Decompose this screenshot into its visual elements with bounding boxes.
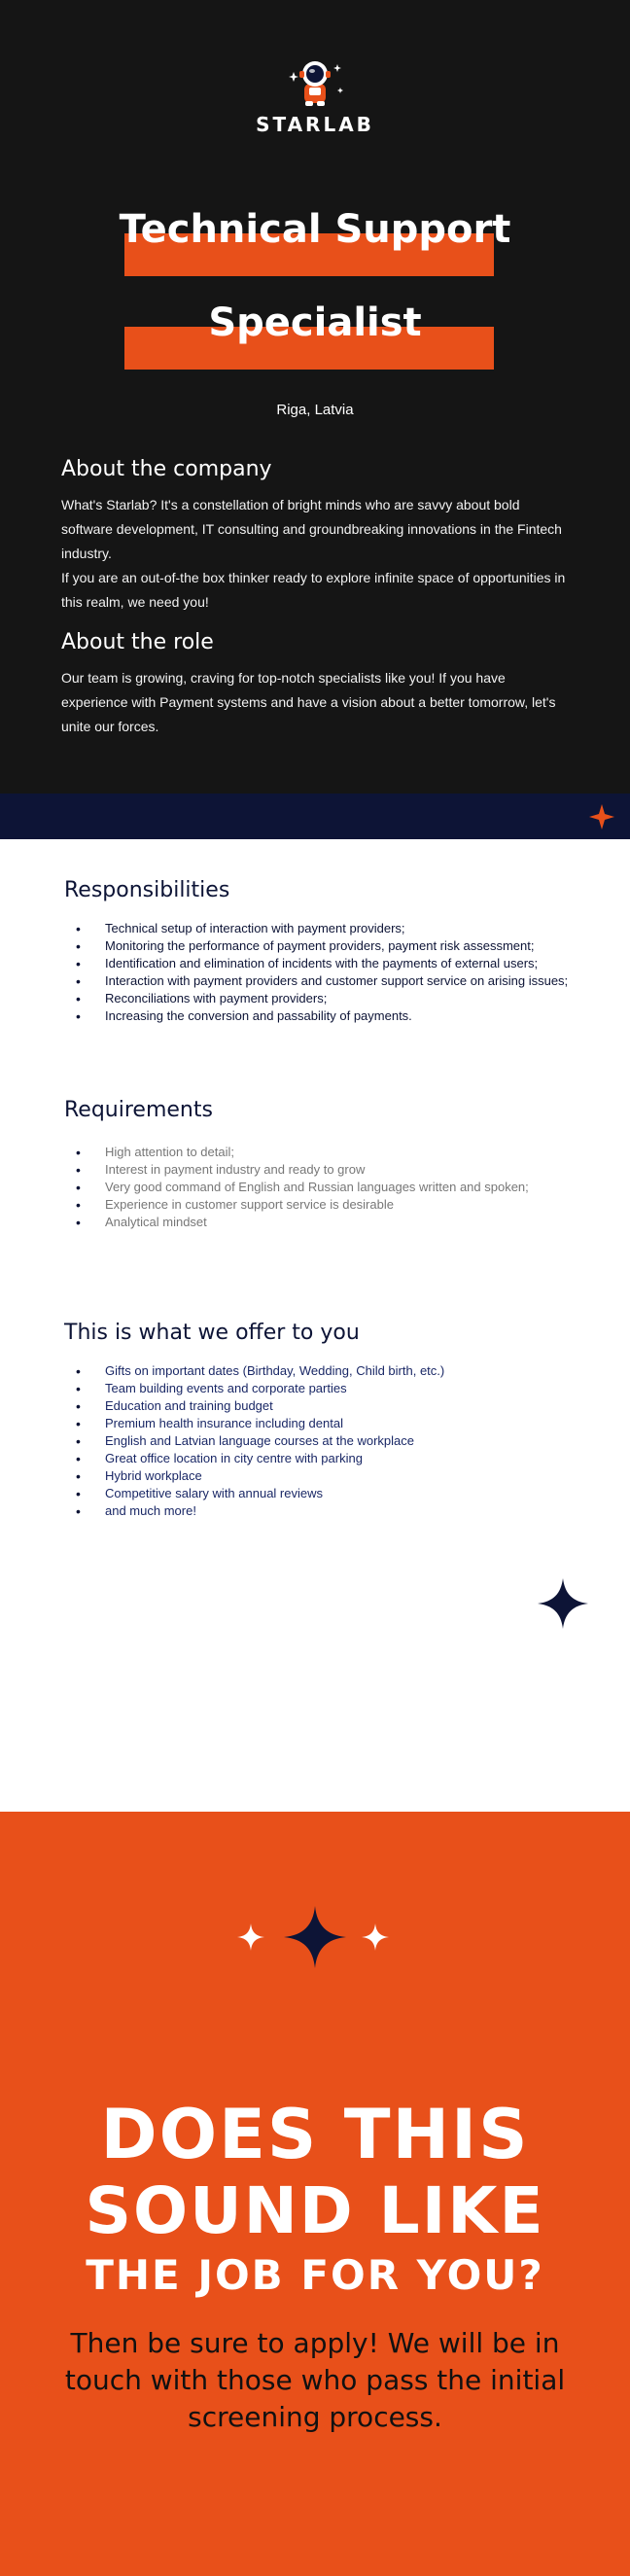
four-point-star-icon	[284, 1906, 346, 1968]
list-item: • Competitive salary with annual reviews	[64, 1485, 589, 1502]
list-item: • Team building events and corporate parties	[64, 1380, 589, 1397]
list-item: • Great office location in city centre with parking	[64, 1450, 589, 1467]
list-item: • Analytical mindset	[64, 1214, 589, 1231]
about-role-paragraph: Our team is growing, craving for top-notch specialists like you! If you have experience with Payment systems and have a vision about a better tomorrow, let's unite our forces.	[61, 670, 556, 734]
list-item: • Reconciliations with payment providers;	[64, 990, 589, 1007]
cta-headline-line-1: DOES THIS	[100, 2095, 530, 2174]
list-item: • and much more!	[64, 1502, 589, 1520]
list-item: • Monitoring the performance of payment providers, payment risk assessment;	[64, 937, 589, 955]
cta-headline-line-2: SOUND LIKE	[85, 2173, 545, 2248]
list-item: • Interaction with payment providers and customer support service on arising issues;	[64, 972, 589, 990]
offer-heading: This is what we offer to you	[64, 1321, 360, 1345]
about-role-section	[61, 630, 567, 739]
brand-name: STARLAB	[256, 113, 374, 136]
list-item: • Very good command of English and Russian languages written and spoken;	[64, 1179, 589, 1196]
list-item: • Premium health insurance including dental	[64, 1415, 589, 1432]
offer-section	[64, 1321, 589, 1520]
requirements-heading: Requirements	[64, 1098, 213, 1122]
offer-list	[64, 1362, 589, 1520]
call-to-action-section	[0, 1812, 630, 2576]
list-item: • Technical setup of interaction with payment providers;	[64, 920, 589, 937]
sparkle-star-icon	[589, 804, 614, 829]
responsibilities-section	[64, 878, 589, 1025]
about-role-heading: About the role	[61, 630, 214, 654]
about-company-section	[61, 457, 567, 615]
hero-section	[0, 0, 630, 794]
list-item: • Identification and elimination of incidents with the payments of external users;	[64, 955, 589, 972]
list-item: • English and Latvian language courses at the workplace	[64, 1432, 589, 1450]
responsibilities-heading: Responsibilities	[64, 878, 230, 902]
job-title-line-2: Specialist	[208, 300, 422, 345]
requirements-list	[64, 1144, 589, 1231]
job-title-line-1: Technical Support	[119, 207, 511, 252]
cta-subtext: Then be sure to apply! We will be in touch with those who pass the initial screening process.	[64, 2327, 566, 2433]
astronaut-icon	[276, 54, 354, 109]
divider-strip	[0, 794, 630, 839]
job-title	[0, 194, 630, 379]
brand-logo[interactable]	[0, 54, 630, 136]
sparkle-star-icon	[237, 1923, 264, 1951]
cta-headline-line-3: THE JOB FOR YOU?	[86, 2251, 544, 2299]
list-item: • Hybrid workplace	[64, 1467, 589, 1485]
list-item: • Increasing the conversion and passability of payments.	[64, 1007, 589, 1025]
decorative-stars	[0, 1906, 630, 1968]
job-details	[0, 839, 630, 1812]
responsibilities-list	[64, 920, 589, 1025]
about-company-heading: About the company	[61, 457, 272, 481]
list-item: • High attention to detail;	[64, 1144, 589, 1161]
four-point-star-icon	[538, 1578, 588, 1629]
list-item: • Gifts on important dates (Birthday, Wedding, Child birth, etc.)	[64, 1362, 589, 1380]
sparkle-star-icon	[362, 1923, 389, 1951]
about-company-paragraph-2: If you are an out-of-the box thinker ready to explore infinite space of opportunities in this realm, we need you!	[61, 570, 566, 610]
job-location: Riga, Latvia	[276, 402, 354, 418]
about-company-paragraph-1: What's Starlab? It's a constellation of bright minds who are savvy about bold software development, IT consulting and groundbreaking innovations in the Fintech industry.	[61, 497, 562, 561]
list-item: • Experience in customer support service is desirable	[64, 1196, 589, 1214]
requirements-section	[64, 1098, 589, 1231]
list-item: • Interest in payment industry and ready to grow	[64, 1161, 589, 1179]
list-item: • Education and training budget	[64, 1397, 589, 1415]
